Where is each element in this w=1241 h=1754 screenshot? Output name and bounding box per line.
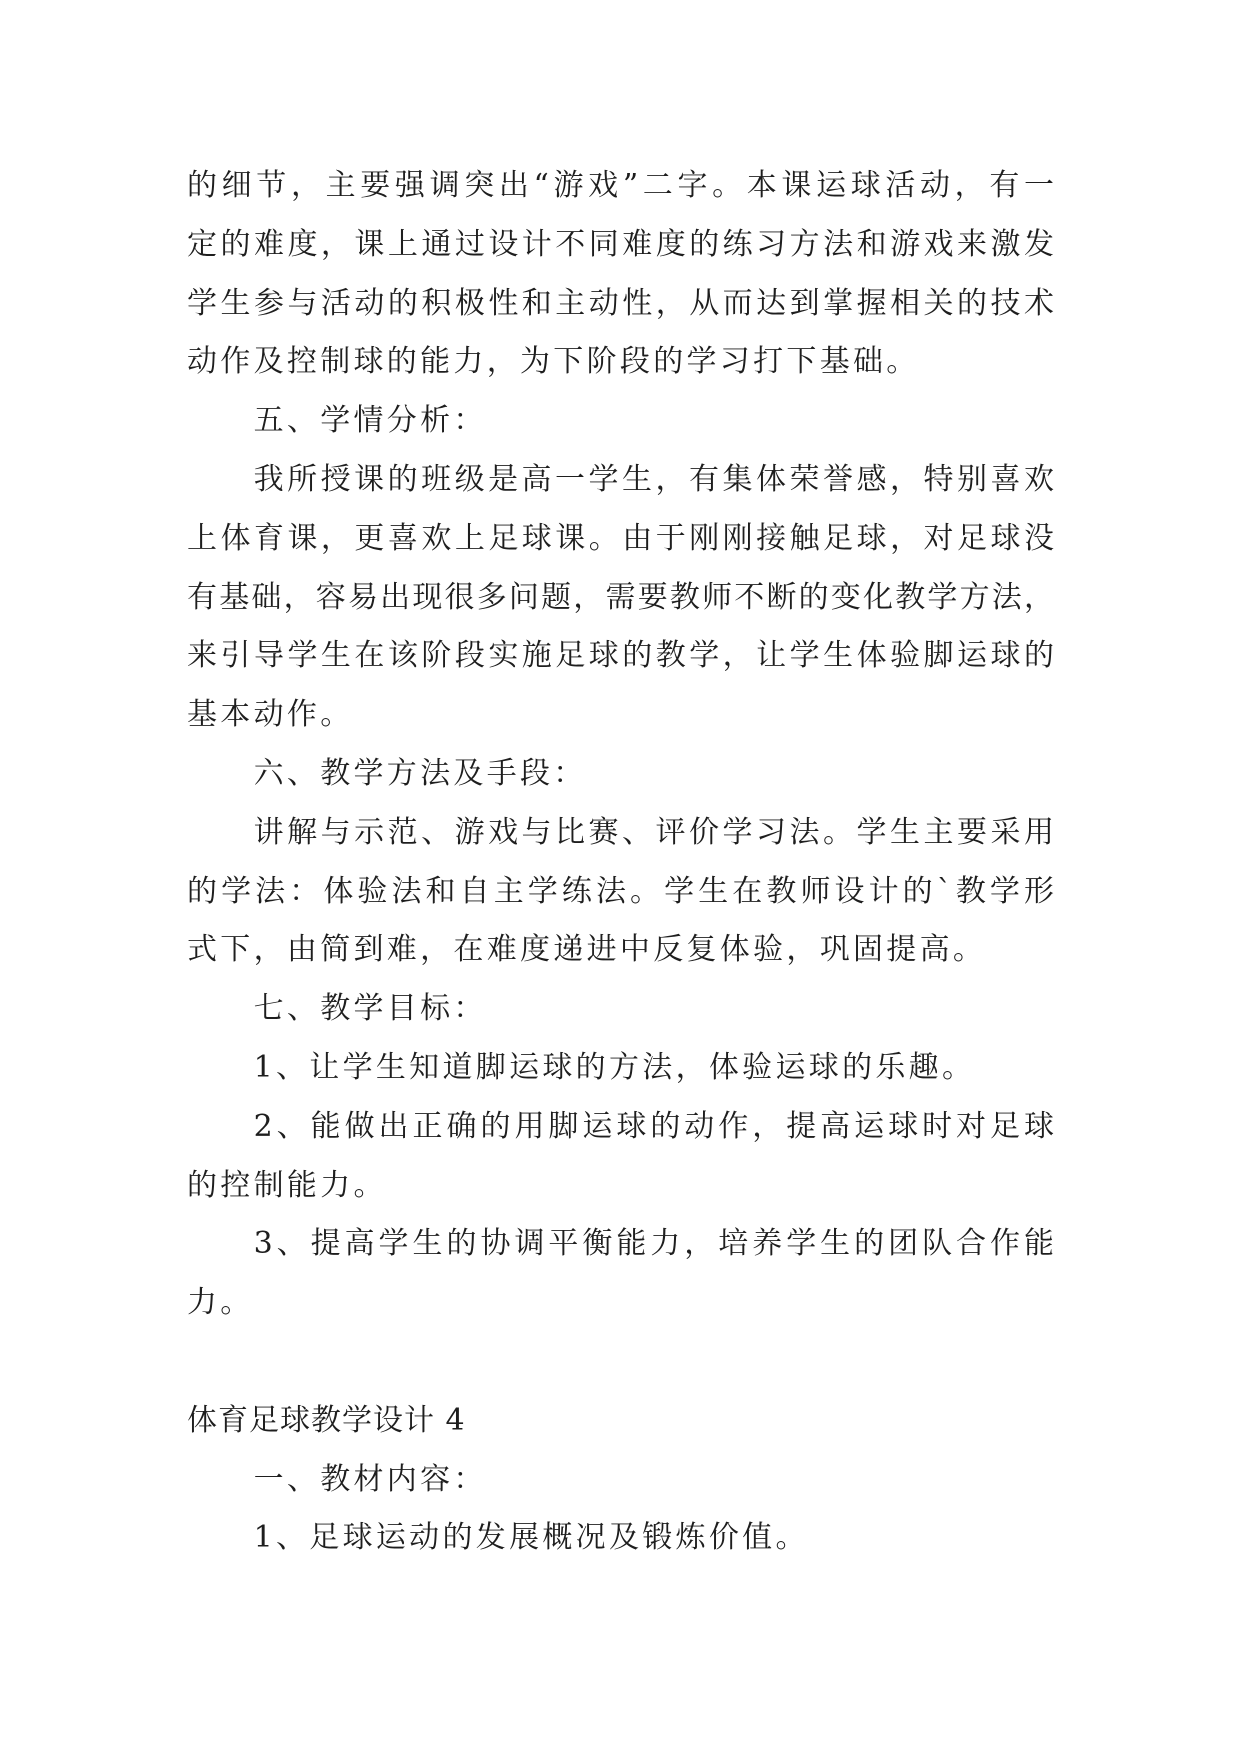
section-heading-teaching-methods: 六、教学方法及手段： <box>253 755 587 791</box>
paragraph-line: 讲解与示范、游戏与比赛、评价学习法。学生主要采用 <box>253 814 1054 850</box>
material-item-1: 1、足球运动的发展概况及锻炼价值。 <box>253 1520 809 1556</box>
section-heading-material: 一、教材内容： <box>253 1461 487 1497</box>
paragraph-line: 上体育课，更喜欢上足球课。由于刚刚接触足球，对足球没 <box>187 520 1054 556</box>
paragraph-line: 学生参与活动的积极性和主动性，从而达到掌握相关的技术 <box>187 285 1054 321</box>
section-heading-student-analysis: 五、学情分析： <box>253 403 487 439</box>
paragraph-line: 力。 <box>187 1285 254 1321</box>
goal-item-3: 3、提高学生的协调平衡能力，培养学生的团队合作能 <box>253 1226 1054 1262</box>
paragraph-line: 定的难度，课上通过设计不同难度的练习方法和游戏来激发 <box>187 226 1054 262</box>
section-heading-teaching-goals: 七、教学目标： <box>253 991 487 1027</box>
document-title: 体育足球教学设计 4 <box>187 1402 466 1438</box>
document-body <box>187 157 1054 1568</box>
paragraph-line: 有基础，容易出现很多问题，需要教师不断的变化教学方法， <box>187 579 1054 615</box>
paragraph-line: 式下，由简到难，在难度递进中反复体验，巩固提高。 <box>187 932 987 968</box>
paragraph-line: 基本动作。 <box>187 697 354 733</box>
goal-item-1: 1、让学生知道脚运球的方法，体验运球的乐趣。 <box>253 1049 976 1085</box>
paragraph-line: 的细节，主要强调突出“游戏”二字。本课运球活动，有一 <box>187 168 1054 203</box>
paragraph-line: 我所授课的班级是高一学生，有集体荣誉感，特别喜欢 <box>253 461 1054 497</box>
goal-item-2: 2、能做出正确的用脚运球的动作，提高运球时对足球 <box>253 1108 1054 1144</box>
paragraph-line: 来引导学生在该阶段实施足球的教学，让学生体验脚运球的 <box>187 638 1054 674</box>
paragraph-line: 的控制能力。 <box>187 1167 387 1203</box>
blank-line <box>187 1333 1054 1392</box>
paragraph-line: 动作及控制球的能力，为下阶段的学习打下基础。 <box>187 344 920 380</box>
paragraph-line: 的学法：体验法和自主学练法。学生在教师设计的`教学形 <box>187 873 1054 909</box>
